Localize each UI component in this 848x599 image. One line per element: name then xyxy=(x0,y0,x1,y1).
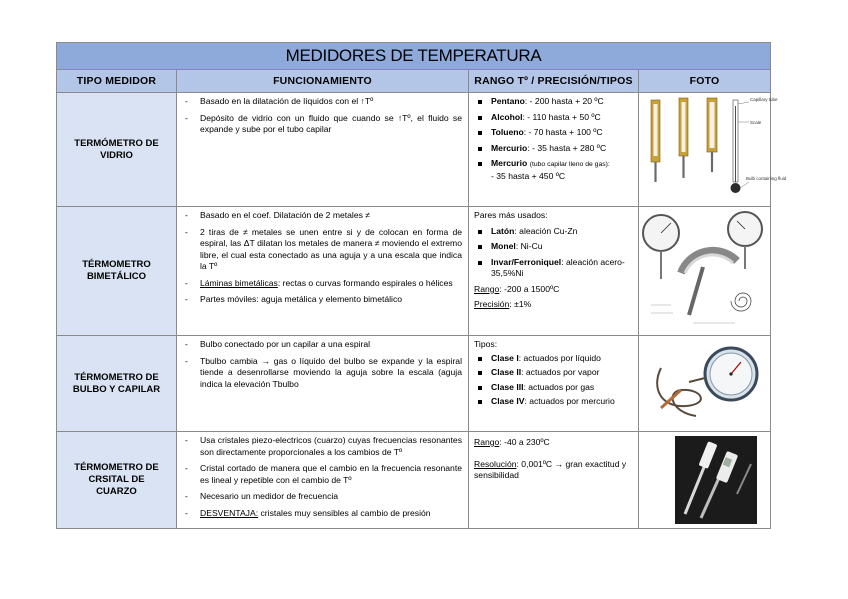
func-item: - 2 tiras de ≠ metales se unen entre si y de colocan en forma de espiral, las ΔT dilatan los metales de manera ≠ moviendo el extremo libre, el cual esta conectado as una aguja y a una escala que indica la Tº xyxy=(183,227,462,273)
header-foto: FOTO xyxy=(639,70,771,93)
func-cell xyxy=(177,207,469,336)
func-item: - Depósito de vidrio con un fluido que cuando se ↑Tº, el fluido se expande y sube por el tubo capilar xyxy=(183,113,462,136)
table-row xyxy=(57,432,771,529)
table-row xyxy=(57,336,771,432)
table-row xyxy=(57,93,771,207)
range-item: Tolueno: - 70 hasta + 100 ºC xyxy=(474,127,633,139)
func-item: - Bulbo conectado por un capilar a una espiral xyxy=(183,339,462,351)
glass-thermometer-image xyxy=(641,96,786,204)
photo-cell xyxy=(639,207,771,336)
func-item: - Usa cristales piezo-electricos (cuarzo) cuyas frecuencias resonantes son directamente proporcionales a los cambios de Tº xyxy=(183,435,462,458)
range-item: Pentano: - 200 hasta + 20 ºC xyxy=(474,96,633,108)
range-intro: Pares más usados: xyxy=(474,210,548,220)
table-title: MEDIDORES DE TEMPERATURA xyxy=(57,43,771,70)
header-funcionamiento: FUNCIONAMIENTO xyxy=(177,70,469,93)
func-cell xyxy=(177,432,469,529)
photo-cell xyxy=(639,93,786,207)
range-item: Mercurio: - 35 hasta + 280 ºC xyxy=(474,143,633,155)
bulb-capillary-thermometer-image xyxy=(641,338,769,430)
type-cell: TERMÓMETRO DE VIDRIO xyxy=(57,93,177,207)
range-item: Clase II: actuados por vapor xyxy=(474,367,633,379)
range-item: Mercurio (tubo capilar lleno de gas): - 35 hasta + 450 ºC xyxy=(474,158,633,182)
table-row xyxy=(57,207,771,336)
photo-label: Scale xyxy=(749,119,761,125)
photo-cell xyxy=(639,432,771,529)
range-item: Alcohol: - 110 hasta + 50 ºC xyxy=(474,112,633,124)
photo-label: Bulb containing fluid xyxy=(745,175,786,181)
header-tipo: TIPO MEDIDOR xyxy=(57,70,177,93)
func-item: - Láminas bimetálicas: rectas o curvas formando espirales o hélices xyxy=(183,278,462,290)
range-item: Monel: Ni-Cu xyxy=(474,241,633,253)
range-item: Invar/Ferroniquel: aleación acero-35,5%Ni xyxy=(474,257,633,280)
range-cell xyxy=(469,93,639,207)
func-item: - Tbulbo cambia → gas o líquido del bulbo se expande y la espiral tiende a desenrollarse moviendo la aguja sobre la escala (aguja indica la elevación Tbulbo xyxy=(183,356,462,391)
func-item: - Partes móviles: aguja metálica y elemento bimetálico xyxy=(183,294,462,306)
range-item: Clase IV: actuados por mercurio xyxy=(474,396,633,408)
func-item: - Basado en la dilatación de líquidos con el ↑Tº xyxy=(183,96,462,108)
range-item: Clase I: actuados por líquido xyxy=(474,353,633,365)
rango-line: Rango: -40 a 230ºC xyxy=(474,437,550,447)
func-cell xyxy=(177,93,469,207)
resolucion-line: Resolución: 0,001ºC → gran exactitud y sensibilidad xyxy=(474,458,627,480)
range-cell xyxy=(469,207,639,336)
quartz-thermometer-image xyxy=(641,434,769,526)
func-item: - Cristal cortado de manera que el cambio en la frecuencia resonante es lineal y repetible con el cambio de Tº xyxy=(183,463,462,486)
bimetallic-thermometer-image xyxy=(641,209,769,333)
range-intro: Tipos: xyxy=(474,339,498,349)
range-item: Latón: aleación Cu-Zn xyxy=(474,226,633,238)
func-item: - DESVENTAJA: cristales muy sensibles al cambio de presión xyxy=(183,508,462,520)
photo-label: Capillary tube xyxy=(749,96,778,102)
type-cell: TÉRMOMETRO DE CRSITAL DE CUARZO xyxy=(57,432,177,529)
func-cell xyxy=(177,336,469,432)
range-cell xyxy=(469,432,639,529)
header-rango: RANGO Tº / PRECISIÓN/TIPOS xyxy=(469,70,639,93)
func-item: - Basado en el coef. Dilatación de 2 metales ≠ xyxy=(183,210,462,222)
photo-cell xyxy=(639,336,771,432)
rango-line: Rango: -200 a 1500ºC xyxy=(474,283,560,294)
type-cell: TÉRMOMETRO BIMETÁLICO xyxy=(57,207,177,336)
temperature-table xyxy=(56,42,786,529)
func-item: - Necesario un medidor de frecuencia xyxy=(183,491,462,503)
range-item: Clase III: actuados por gas xyxy=(474,382,633,394)
range-cell xyxy=(469,336,639,432)
type-cell: TÉRMOMETRO DE BULBO Y CAPILAR xyxy=(57,336,177,432)
precision-line: Precisión: ±1% xyxy=(474,299,532,309)
